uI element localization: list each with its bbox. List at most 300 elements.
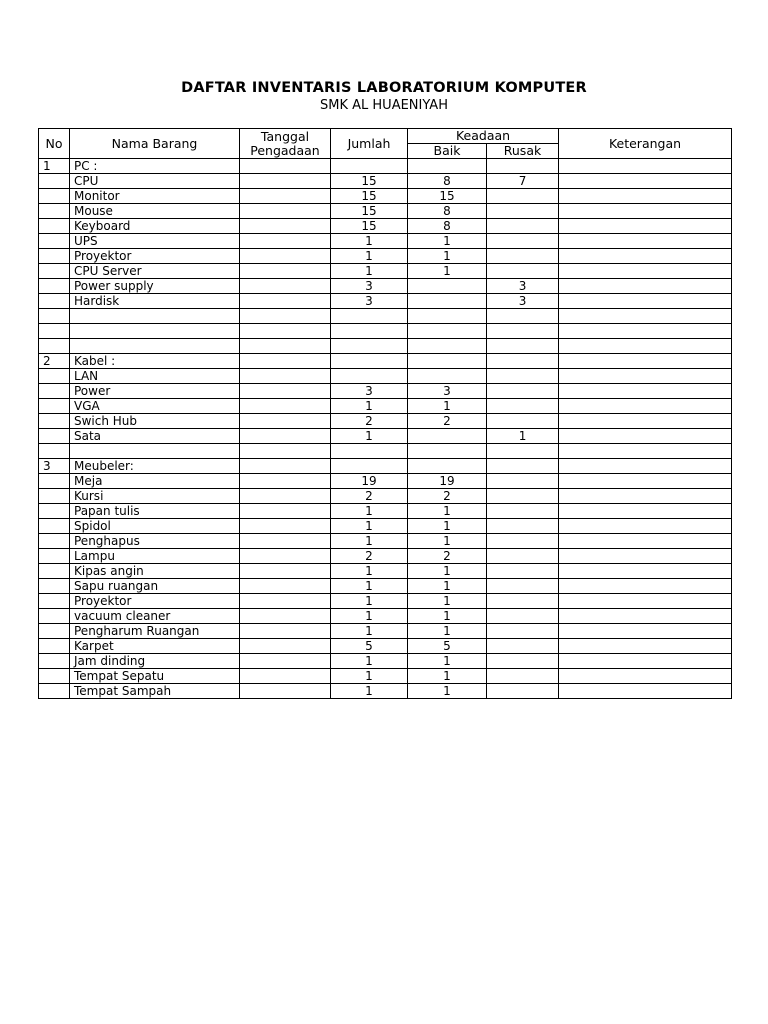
cell-tanggal-pengadaan (240, 219, 331, 234)
cell-jumlah: 1 (331, 534, 408, 549)
cell-no: 2 (39, 354, 70, 369)
cell-rusak (487, 639, 559, 654)
table-row (39, 639, 732, 654)
cell-rusak: 3 (487, 279, 559, 294)
table-row (39, 324, 732, 339)
cell-keterangan (559, 549, 732, 564)
cell-baik: 5 (408, 639, 487, 654)
table-row (39, 459, 732, 474)
cell-nama-barang: Meubeler: (70, 459, 240, 474)
cell-keterangan (559, 264, 732, 279)
cell-keterangan (559, 474, 732, 489)
cell-jumlah: 1 (331, 234, 408, 249)
cell-nama-barang: Kipas angin (70, 564, 240, 579)
cell-nama-barang: Sapu ruangan (70, 579, 240, 594)
cell-nama-barang (70, 324, 240, 339)
cell-no (39, 609, 70, 624)
cell-nama-barang: Jam dinding (70, 654, 240, 669)
cell-no (39, 684, 70, 699)
cell-nama-barang: Penghapus (70, 534, 240, 549)
table-row (39, 369, 732, 384)
cell-rusak (487, 579, 559, 594)
cell-jumlah: 1 (331, 519, 408, 534)
cell-nama-barang: UPS (70, 234, 240, 249)
cell-tanggal-pengadaan (240, 369, 331, 384)
cell-rusak (487, 489, 559, 504)
header-tanggal-pengadaan (240, 129, 331, 159)
cell-no (39, 264, 70, 279)
cell-jumlah: 2 (331, 549, 408, 564)
cell-keterangan (559, 609, 732, 624)
cell-baik: 15 (408, 189, 487, 204)
table-row (39, 489, 732, 504)
cell-no (39, 294, 70, 309)
cell-keterangan (559, 369, 732, 384)
cell-jumlah: 3 (331, 279, 408, 294)
cell-baik: 8 (408, 174, 487, 189)
cell-baik: 1 (408, 519, 487, 534)
cell-nama-barang: Pengharum Ruangan (70, 624, 240, 639)
table-row (39, 684, 732, 699)
cell-baik (408, 429, 487, 444)
cell-jumlah (331, 354, 408, 369)
cell-nama-barang: Kabel : (70, 354, 240, 369)
cell-keterangan (559, 489, 732, 504)
cell-tanggal-pengadaan (240, 189, 331, 204)
cell-nama-barang (70, 444, 240, 459)
cell-nama-barang: Hardisk (70, 294, 240, 309)
table-header (39, 129, 732, 159)
cell-baik (408, 354, 487, 369)
cell-baik: 8 (408, 204, 487, 219)
cell-keterangan (559, 669, 732, 684)
cell-nama-barang: LAN (70, 369, 240, 384)
header-tanggal-line2: Pengadaan (250, 142, 320, 158)
cell-keterangan (559, 534, 732, 549)
cell-no (39, 339, 70, 354)
cell-jumlah (331, 309, 408, 324)
cell-nama-barang: Swich Hub (70, 414, 240, 429)
cell-rusak (487, 384, 559, 399)
cell-baik: 1 (408, 564, 487, 579)
cell-no (39, 249, 70, 264)
cell-nama-barang: Tempat Sepatu (70, 669, 240, 684)
table-row (39, 534, 732, 549)
cell-baik: 19 (408, 474, 487, 489)
table-row (39, 279, 732, 294)
cell-rusak (487, 684, 559, 699)
table-body (39, 159, 732, 699)
cell-keterangan (559, 639, 732, 654)
cell-tanggal-pengadaan (240, 339, 331, 354)
cell-nama-barang: Power (70, 384, 240, 399)
cell-no (39, 534, 70, 549)
cell-keterangan (559, 654, 732, 669)
cell-nama-barang: Power supply (70, 279, 240, 294)
table-row (39, 234, 732, 249)
cell-baik: 1 (408, 654, 487, 669)
cell-tanggal-pengadaan (240, 504, 331, 519)
table-row (39, 264, 732, 279)
table-row (39, 339, 732, 354)
cell-no (39, 654, 70, 669)
cell-nama-barang (70, 339, 240, 354)
cell-no (39, 624, 70, 639)
cell-tanggal-pengadaan (240, 624, 331, 639)
table-row (39, 444, 732, 459)
cell-keterangan (559, 219, 732, 234)
cell-baik: 1 (408, 669, 487, 684)
cell-no (39, 669, 70, 684)
cell-no (39, 324, 70, 339)
cell-tanggal-pengadaan (240, 249, 331, 264)
cell-tanggal-pengadaan (240, 564, 331, 579)
cell-keterangan (559, 189, 732, 204)
cell-rusak (487, 459, 559, 474)
cell-rusak (487, 249, 559, 264)
cell-baik (408, 279, 487, 294)
cell-rusak: 7 (487, 174, 559, 189)
cell-nama-barang: Tempat Sampah (70, 684, 240, 699)
cell-jumlah (331, 324, 408, 339)
cell-rusak (487, 264, 559, 279)
table-row (39, 564, 732, 579)
cell-nama-barang: Kursi (70, 489, 240, 504)
cell-baik (408, 459, 487, 474)
cell-keterangan (559, 159, 732, 174)
cell-no (39, 474, 70, 489)
header-baik: Baik (408, 144, 487, 159)
cell-no (39, 414, 70, 429)
cell-tanggal-pengadaan (240, 354, 331, 369)
cell-rusak (487, 324, 559, 339)
cell-nama-barang: CPU (70, 174, 240, 189)
cell-rusak (487, 159, 559, 174)
cell-tanggal-pengadaan (240, 684, 331, 699)
cell-baik (408, 324, 487, 339)
cell-rusak (487, 414, 559, 429)
cell-rusak (487, 504, 559, 519)
cell-jumlah: 3 (331, 294, 408, 309)
cell-rusak (487, 234, 559, 249)
table-row (39, 624, 732, 639)
cell-no (39, 444, 70, 459)
table-row (39, 219, 732, 234)
table-row (39, 249, 732, 264)
table-row (39, 399, 732, 414)
cell-keterangan (559, 354, 732, 369)
table-row (39, 189, 732, 204)
cell-baik (408, 444, 487, 459)
cell-jumlah: 1 (331, 609, 408, 624)
cell-nama-barang: Keyboard (70, 219, 240, 234)
cell-keterangan (559, 579, 732, 594)
table-row (39, 354, 732, 369)
cell-jumlah: 1 (331, 249, 408, 264)
table-row (39, 609, 732, 624)
cell-rusak (487, 339, 559, 354)
cell-no (39, 309, 70, 324)
cell-jumlah: 1 (331, 399, 408, 414)
cell-tanggal-pengadaan (240, 204, 331, 219)
cell-jumlah: 3 (331, 384, 408, 399)
table-row (39, 309, 732, 324)
cell-keterangan (559, 339, 732, 354)
cell-baik: 1 (408, 399, 487, 414)
cell-rusak (487, 519, 559, 534)
cell-nama-barang: Meja (70, 474, 240, 489)
cell-tanggal-pengadaan (240, 549, 331, 564)
cell-no (39, 174, 70, 189)
cell-jumlah: 15 (331, 204, 408, 219)
cell-rusak: 1 (487, 429, 559, 444)
table-row (39, 579, 732, 594)
cell-jumlah: 1 (331, 429, 408, 444)
cell-baik: 1 (408, 684, 487, 699)
cell-tanggal-pengadaan (240, 309, 331, 324)
cell-nama-barang: Karpet (70, 639, 240, 654)
cell-rusak (487, 654, 559, 669)
cell-nama-barang: VGA (70, 399, 240, 414)
cell-no (39, 489, 70, 504)
cell-no: 1 (39, 159, 70, 174)
cell-tanggal-pengadaan (240, 399, 331, 414)
cell-jumlah (331, 339, 408, 354)
cell-tanggal-pengadaan (240, 489, 331, 504)
cell-jumlah: 1 (331, 669, 408, 684)
cell-baik: 1 (408, 624, 487, 639)
cell-jumlah: 1 (331, 504, 408, 519)
cell-baik (408, 369, 487, 384)
cell-jumlah: 1 (331, 564, 408, 579)
cell-nama-barang: CPU Server (70, 264, 240, 279)
cell-rusak (487, 369, 559, 384)
cell-tanggal-pengadaan (240, 639, 331, 654)
cell-rusak (487, 354, 559, 369)
cell-jumlah: 15 (331, 174, 408, 189)
cell-keterangan (559, 444, 732, 459)
header-keadaan: Keadaan (408, 129, 559, 144)
cell-rusak (487, 399, 559, 414)
cell-tanggal-pengadaan (240, 279, 331, 294)
cell-tanggal-pengadaan (240, 414, 331, 429)
header-jumlah: Jumlah (331, 129, 408, 159)
cell-baik (408, 339, 487, 354)
table-row (39, 159, 732, 174)
cell-keterangan (559, 324, 732, 339)
cell-tanggal-pengadaan (240, 444, 331, 459)
table-row (39, 669, 732, 684)
cell-tanggal-pengadaan (240, 429, 331, 444)
cell-baik: 1 (408, 534, 487, 549)
cell-tanggal-pengadaan (240, 654, 331, 669)
cell-no (39, 579, 70, 594)
cell-no (39, 549, 70, 564)
cell-tanggal-pengadaan (240, 264, 331, 279)
table-row (39, 429, 732, 444)
cell-jumlah: 1 (331, 624, 408, 639)
cell-keterangan (559, 399, 732, 414)
cell-no (39, 384, 70, 399)
cell-rusak (487, 594, 559, 609)
cell-no (39, 639, 70, 654)
cell-rusak (487, 564, 559, 579)
cell-baik (408, 159, 487, 174)
header-tanggal-line1: Tanggal (260, 128, 310, 144)
cell-jumlah (331, 444, 408, 459)
cell-nama-barang (70, 309, 240, 324)
cell-jumlah: 1 (331, 579, 408, 594)
table-row (39, 474, 732, 489)
cell-nama-barang: Sata (70, 429, 240, 444)
cell-no (39, 369, 70, 384)
cell-no (39, 504, 70, 519)
cell-jumlah (331, 369, 408, 384)
cell-jumlah: 1 (331, 654, 408, 669)
cell-rusak (487, 534, 559, 549)
cell-tanggal-pengadaan (240, 234, 331, 249)
cell-tanggal-pengadaan (240, 159, 331, 174)
cell-tanggal-pengadaan (240, 519, 331, 534)
cell-keterangan (559, 414, 732, 429)
cell-no (39, 234, 70, 249)
cell-jumlah (331, 159, 408, 174)
cell-baik: 2 (408, 414, 487, 429)
cell-baik: 1 (408, 234, 487, 249)
cell-keterangan (559, 519, 732, 534)
cell-jumlah: 2 (331, 489, 408, 504)
cell-baik: 1 (408, 504, 487, 519)
document-subtitle: SMK AL HUAENIYAH (320, 98, 448, 113)
cell-baik: 2 (408, 489, 487, 504)
cell-baik: 1 (408, 264, 487, 279)
cell-keterangan (559, 684, 732, 699)
cell-rusak (487, 204, 559, 219)
cell-jumlah (331, 459, 408, 474)
cell-baik: 1 (408, 594, 487, 609)
cell-no (39, 519, 70, 534)
table-row (39, 519, 732, 534)
cell-jumlah: 15 (331, 189, 408, 204)
cell-nama-barang: Proyektor (70, 249, 240, 264)
table-row (39, 654, 732, 669)
cell-keterangan (559, 624, 732, 639)
table-row (39, 294, 732, 309)
table-row (39, 414, 732, 429)
header-nama-barang: Nama Barang (70, 129, 240, 159)
cell-jumlah: 1 (331, 684, 408, 699)
cell-nama-barang: Papan tulis (70, 504, 240, 519)
cell-jumlah: 19 (331, 474, 408, 489)
table-row (39, 174, 732, 189)
cell-baik: 1 (408, 249, 487, 264)
cell-keterangan (559, 594, 732, 609)
header-no: No (39, 129, 70, 159)
table-row (39, 384, 732, 399)
cell-no (39, 594, 70, 609)
cell-jumlah: 15 (331, 219, 408, 234)
cell-no: 3 (39, 459, 70, 474)
cell-keterangan (559, 384, 732, 399)
cell-rusak (487, 669, 559, 684)
cell-nama-barang: Monitor (70, 189, 240, 204)
cell-keterangan (559, 294, 732, 309)
cell-tanggal-pengadaan (240, 579, 331, 594)
cell-keterangan (559, 459, 732, 474)
cell-rusak (487, 609, 559, 624)
table-row (39, 204, 732, 219)
cell-jumlah: 5 (331, 639, 408, 654)
cell-rusak (487, 444, 559, 459)
cell-keterangan (559, 309, 732, 324)
cell-tanggal-pengadaan (240, 534, 331, 549)
cell-tanggal-pengadaan (240, 384, 331, 399)
cell-no (39, 429, 70, 444)
cell-nama-barang: Spidol (70, 519, 240, 534)
cell-baik (408, 294, 487, 309)
cell-nama-barang: Lampu (70, 549, 240, 564)
cell-jumlah: 2 (331, 414, 408, 429)
document-title: DAFTAR INVENTARIS LABORATORIUM KOMPUTER (181, 80, 587, 96)
cell-nama-barang: PC : (70, 159, 240, 174)
cell-nama-barang: vacuum cleaner (70, 609, 240, 624)
cell-no (39, 279, 70, 294)
cell-baik: 2 (408, 549, 487, 564)
cell-keterangan (559, 204, 732, 219)
table-row (39, 594, 732, 609)
cell-rusak (487, 219, 559, 234)
cell-no (39, 399, 70, 414)
cell-no (39, 219, 70, 234)
cell-keterangan (559, 429, 732, 444)
cell-tanggal-pengadaan (240, 609, 331, 624)
cell-baik (408, 309, 487, 324)
cell-keterangan (559, 249, 732, 264)
cell-tanggal-pengadaan (240, 594, 331, 609)
cell-tanggal-pengadaan (240, 474, 331, 489)
cell-nama-barang: Proyektor (70, 594, 240, 609)
cell-tanggal-pengadaan (240, 174, 331, 189)
cell-tanggal-pengadaan (240, 294, 331, 309)
table-row (39, 549, 732, 564)
cell-nama-barang: Mouse (70, 204, 240, 219)
cell-keterangan (559, 279, 732, 294)
cell-rusak (487, 189, 559, 204)
header-rusak: Rusak (487, 144, 559, 159)
cell-tanggal-pengadaan (240, 324, 331, 339)
cell-baik: 1 (408, 609, 487, 624)
cell-baik: 3 (408, 384, 487, 399)
inventory-table (38, 128, 732, 699)
cell-rusak (487, 624, 559, 639)
cell-keterangan (559, 564, 732, 579)
cell-jumlah: 1 (331, 264, 408, 279)
cell-jumlah: 1 (331, 594, 408, 609)
cell-no (39, 189, 70, 204)
cell-baik: 1 (408, 579, 487, 594)
cell-rusak (487, 309, 559, 324)
cell-baik: 8 (408, 219, 487, 234)
cell-tanggal-pengadaan (240, 669, 331, 684)
header-keterangan: Keterangan (559, 129, 732, 159)
cell-keterangan (559, 234, 732, 249)
cell-tanggal-pengadaan (240, 459, 331, 474)
cell-keterangan (559, 174, 732, 189)
cell-rusak: 3 (487, 294, 559, 309)
cell-no (39, 204, 70, 219)
table-row (39, 504, 732, 519)
cell-rusak (487, 549, 559, 564)
